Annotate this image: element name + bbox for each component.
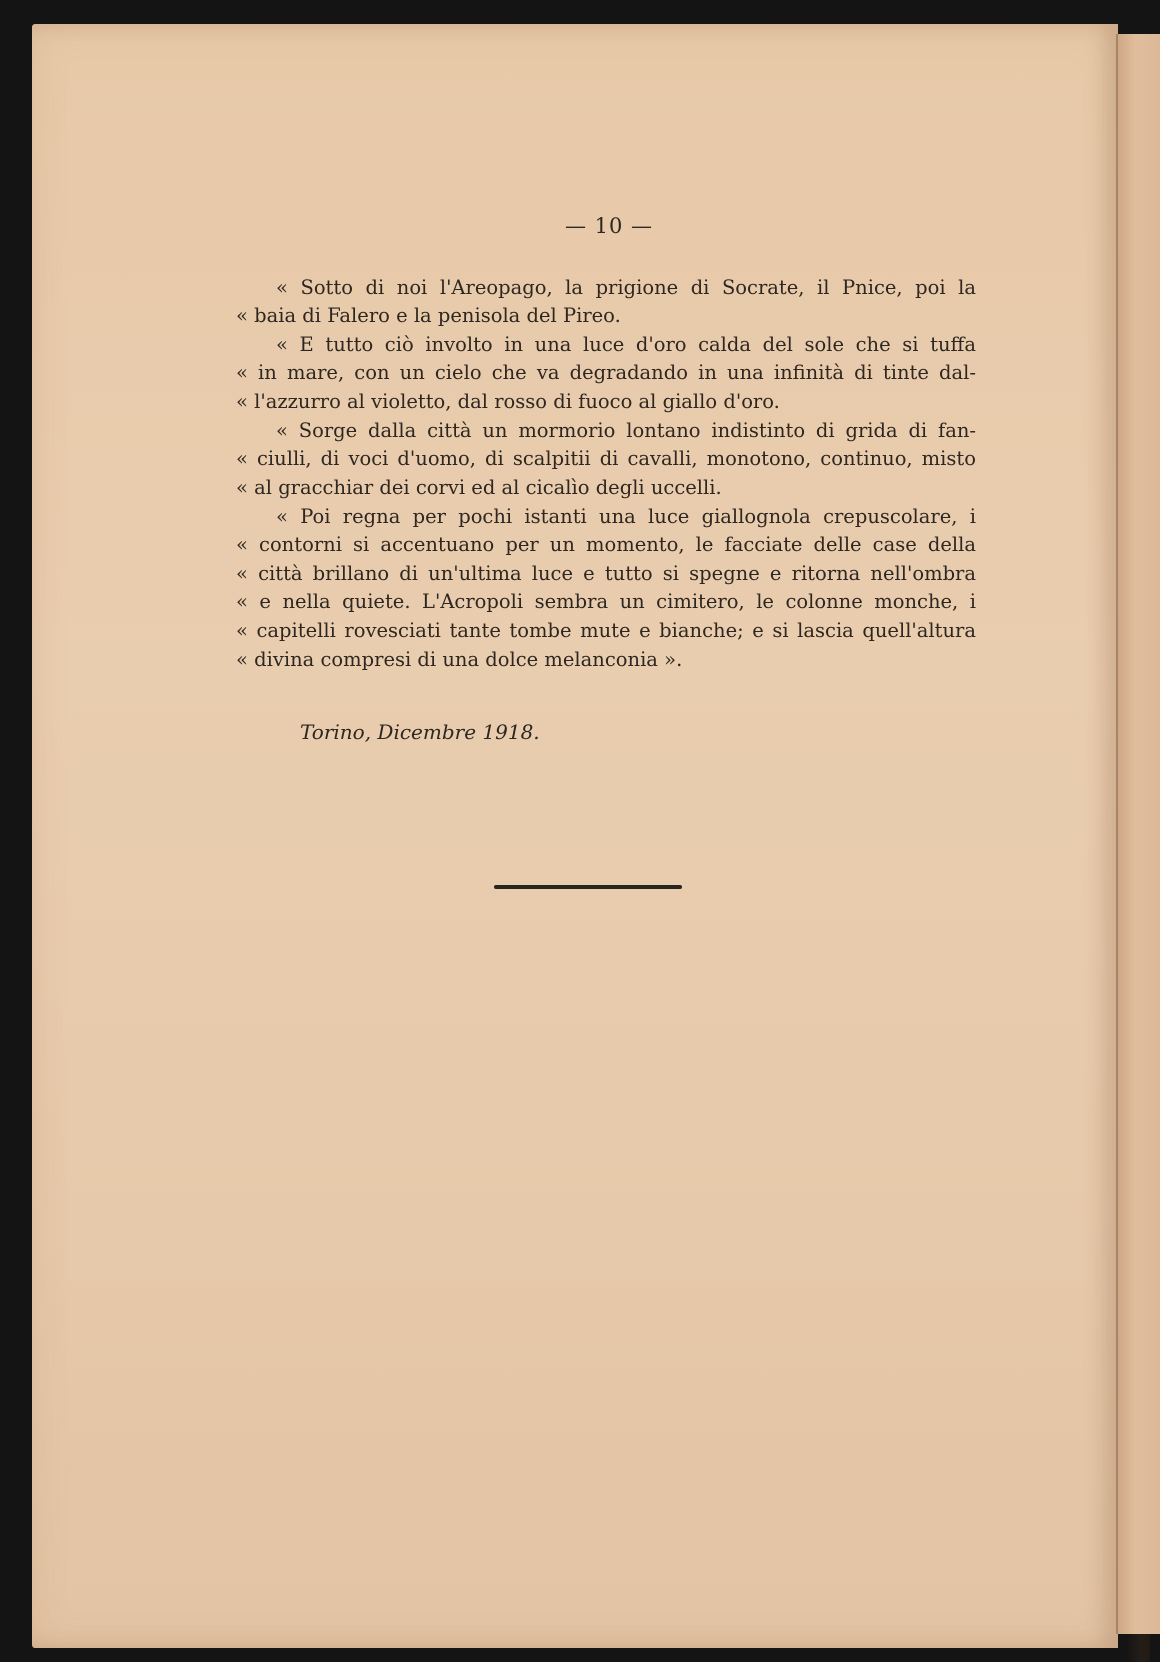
text-line: « contorni si accentuano per un momento, le facciate delle case della bbox=[236, 533, 976, 556]
page-text bbox=[32, 24, 1118, 1648]
book-page bbox=[32, 24, 1118, 1648]
text-line: « baia di Falero e la penisola del Pireo. bbox=[236, 304, 621, 327]
section-end-rule bbox=[494, 885, 682, 889]
text-line: « divina compresi di una dolce melanconia ». bbox=[236, 648, 683, 671]
page-number: — 10 — bbox=[564, 214, 654, 238]
text-line: « l'azzurro al violetto, dal rosso di fuoco al giallo d'oro. bbox=[236, 390, 780, 413]
adjacent-page-edge bbox=[1116, 34, 1160, 1634]
text-line: « al gracchiar dei corvi ed al cicalìo degli uccelli. bbox=[236, 476, 722, 499]
text-line: « capitelli rovesciati tante tombe mute e bianche; e si lascia quell'altura bbox=[236, 619, 976, 642]
text-line: « Poi regna per pochi istanti una luce giallognola crepuscolare, i bbox=[276, 505, 976, 528]
text-line: « Sorge dalla città un mormorio lontano indistinto di grida di fan- bbox=[276, 419, 976, 442]
text-line: « città brillano di un'ultima luce e tutto si spegne e ritorna nell'ombra bbox=[236, 562, 976, 585]
text-line: « in mare, con un cielo che va degradando in una infinità di tinte dal- bbox=[236, 361, 976, 384]
text-line: « E tutto ciò involto in una luce d'oro calda del sole che si tuffa bbox=[276, 333, 976, 356]
text-line: « e nella quiete. L'Acropoli sembra un cimitero, le colonne monche, i bbox=[236, 590, 976, 613]
place-and-date: Torino, Dicembre 1918. bbox=[300, 720, 540, 744]
text-line: « Sotto di noi l'Areopago, la prigione di Socrate, il Pnice, poi la bbox=[276, 276, 976, 299]
text-line: « ciulli, di voci d'uomo, di scalpitii di cavalli, monotono, continuo, misto bbox=[236, 447, 976, 470]
